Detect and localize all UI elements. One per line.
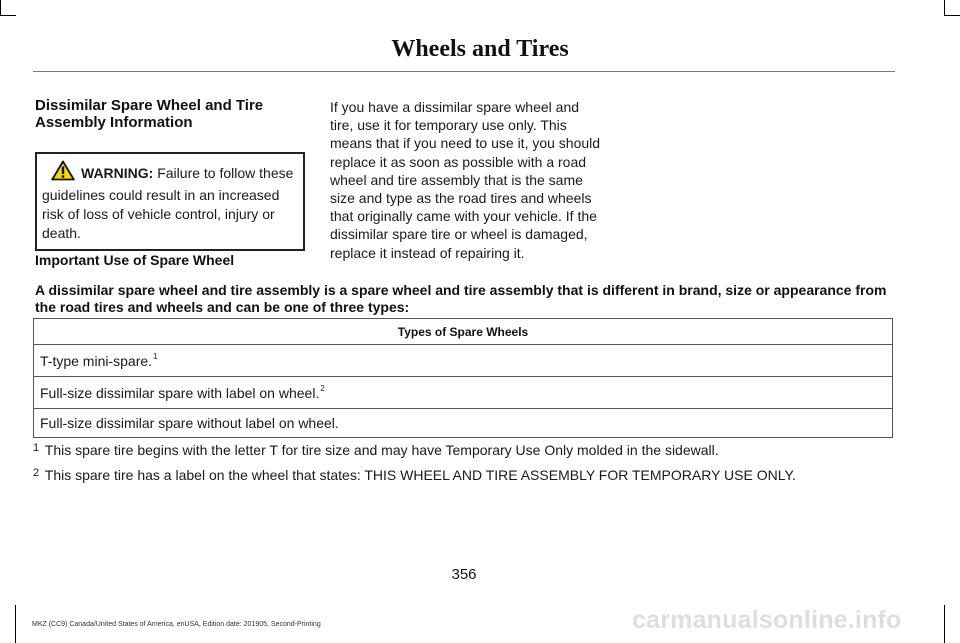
footnote-text: This spare tire begins with the letter T for tire size and may have Temporary Use Only molded in the sidewall. bbox=[41, 442, 719, 458]
table-cell bbox=[34, 409, 893, 438]
subsection-title: Important Use of Spare Wheel bbox=[35, 252, 235, 268]
spare-paragraph: If you have a dissimilar spare wheel and tire, use it for temporary use only. This means that if you need to use it, you should replace it as soon as possible with a road wheel and tire assembly that is the same size and type as the road tires and wheels that originally came with your vehicle. If the dissimilar spare tire or wheel is damaged, replace it instead of repairing it. bbox=[330, 99, 601, 261]
table-cell bbox=[34, 345, 893, 377]
watermark: carmanualsonline.info bbox=[632, 606, 902, 634]
footnote bbox=[33, 462, 913, 487]
warning-text: Failure to follow these guidelines could result in an increased risk of loss of vehicle control, injury or death. bbox=[42, 165, 294, 241]
footnote-number: 2 bbox=[33, 467, 40, 479]
cell-text: Full-size dissimilar spare without label on wheel. bbox=[40, 415, 339, 431]
footnote bbox=[33, 437, 913, 462]
warning-label: WARNING: bbox=[81, 165, 154, 181]
table-header: Types of Spare Wheels bbox=[34, 319, 893, 345]
footnote-text: This spare tire has a label on the wheel that states: THIS WHEEL AND TIRE ASSEMBLY FOR TEMPORARY USE ONLY. bbox=[41, 467, 796, 483]
header-divider bbox=[33, 71, 895, 72]
table-row bbox=[34, 377, 893, 409]
left-column bbox=[35, 97, 305, 251]
spare-wheel-types-table bbox=[33, 318, 893, 438]
crop-mark bbox=[944, 0, 945, 16]
footnote-ref: 2 bbox=[320, 384, 325, 393]
footnote-number: 1 bbox=[33, 442, 40, 454]
section-title: Dissimilar Spare Wheel and Tire Assembly Information bbox=[35, 97, 264, 131]
page-header-title: Wheels and Tires bbox=[391, 36, 569, 62]
edition-info: MKZ (CC9) Canada/United States of America, enUSA, Edition date: 201905, Second-Printing bbox=[32, 621, 321, 628]
crop-mark bbox=[15, 605, 16, 643]
crop-mark bbox=[0, 15, 16, 16]
table-cell bbox=[34, 377, 893, 409]
table-row bbox=[34, 345, 893, 377]
table-row bbox=[34, 409, 893, 438]
page-number: 356 bbox=[451, 566, 477, 583]
footnotes bbox=[33, 437, 913, 487]
crop-mark bbox=[944, 605, 945, 643]
crop-mark bbox=[0, 0, 1, 16]
cell-text: T-type mini-spare. bbox=[40, 353, 153, 369]
crop-mark bbox=[944, 15, 960, 16]
table-header-row bbox=[34, 319, 893, 345]
cell-text: Full-size dissimilar spare with label on wheel. bbox=[40, 385, 320, 401]
warning-triangle-icon bbox=[51, 160, 75, 186]
warning-box bbox=[35, 152, 305, 251]
intro-paragraph: A dissimilar spare wheel and tire assembly is a spare wheel and tire assembly that is different in brand, size or appearance from the road tires and wheels and can be one of three types: bbox=[35, 282, 887, 315]
footnote-ref: 1 bbox=[153, 352, 158, 361]
